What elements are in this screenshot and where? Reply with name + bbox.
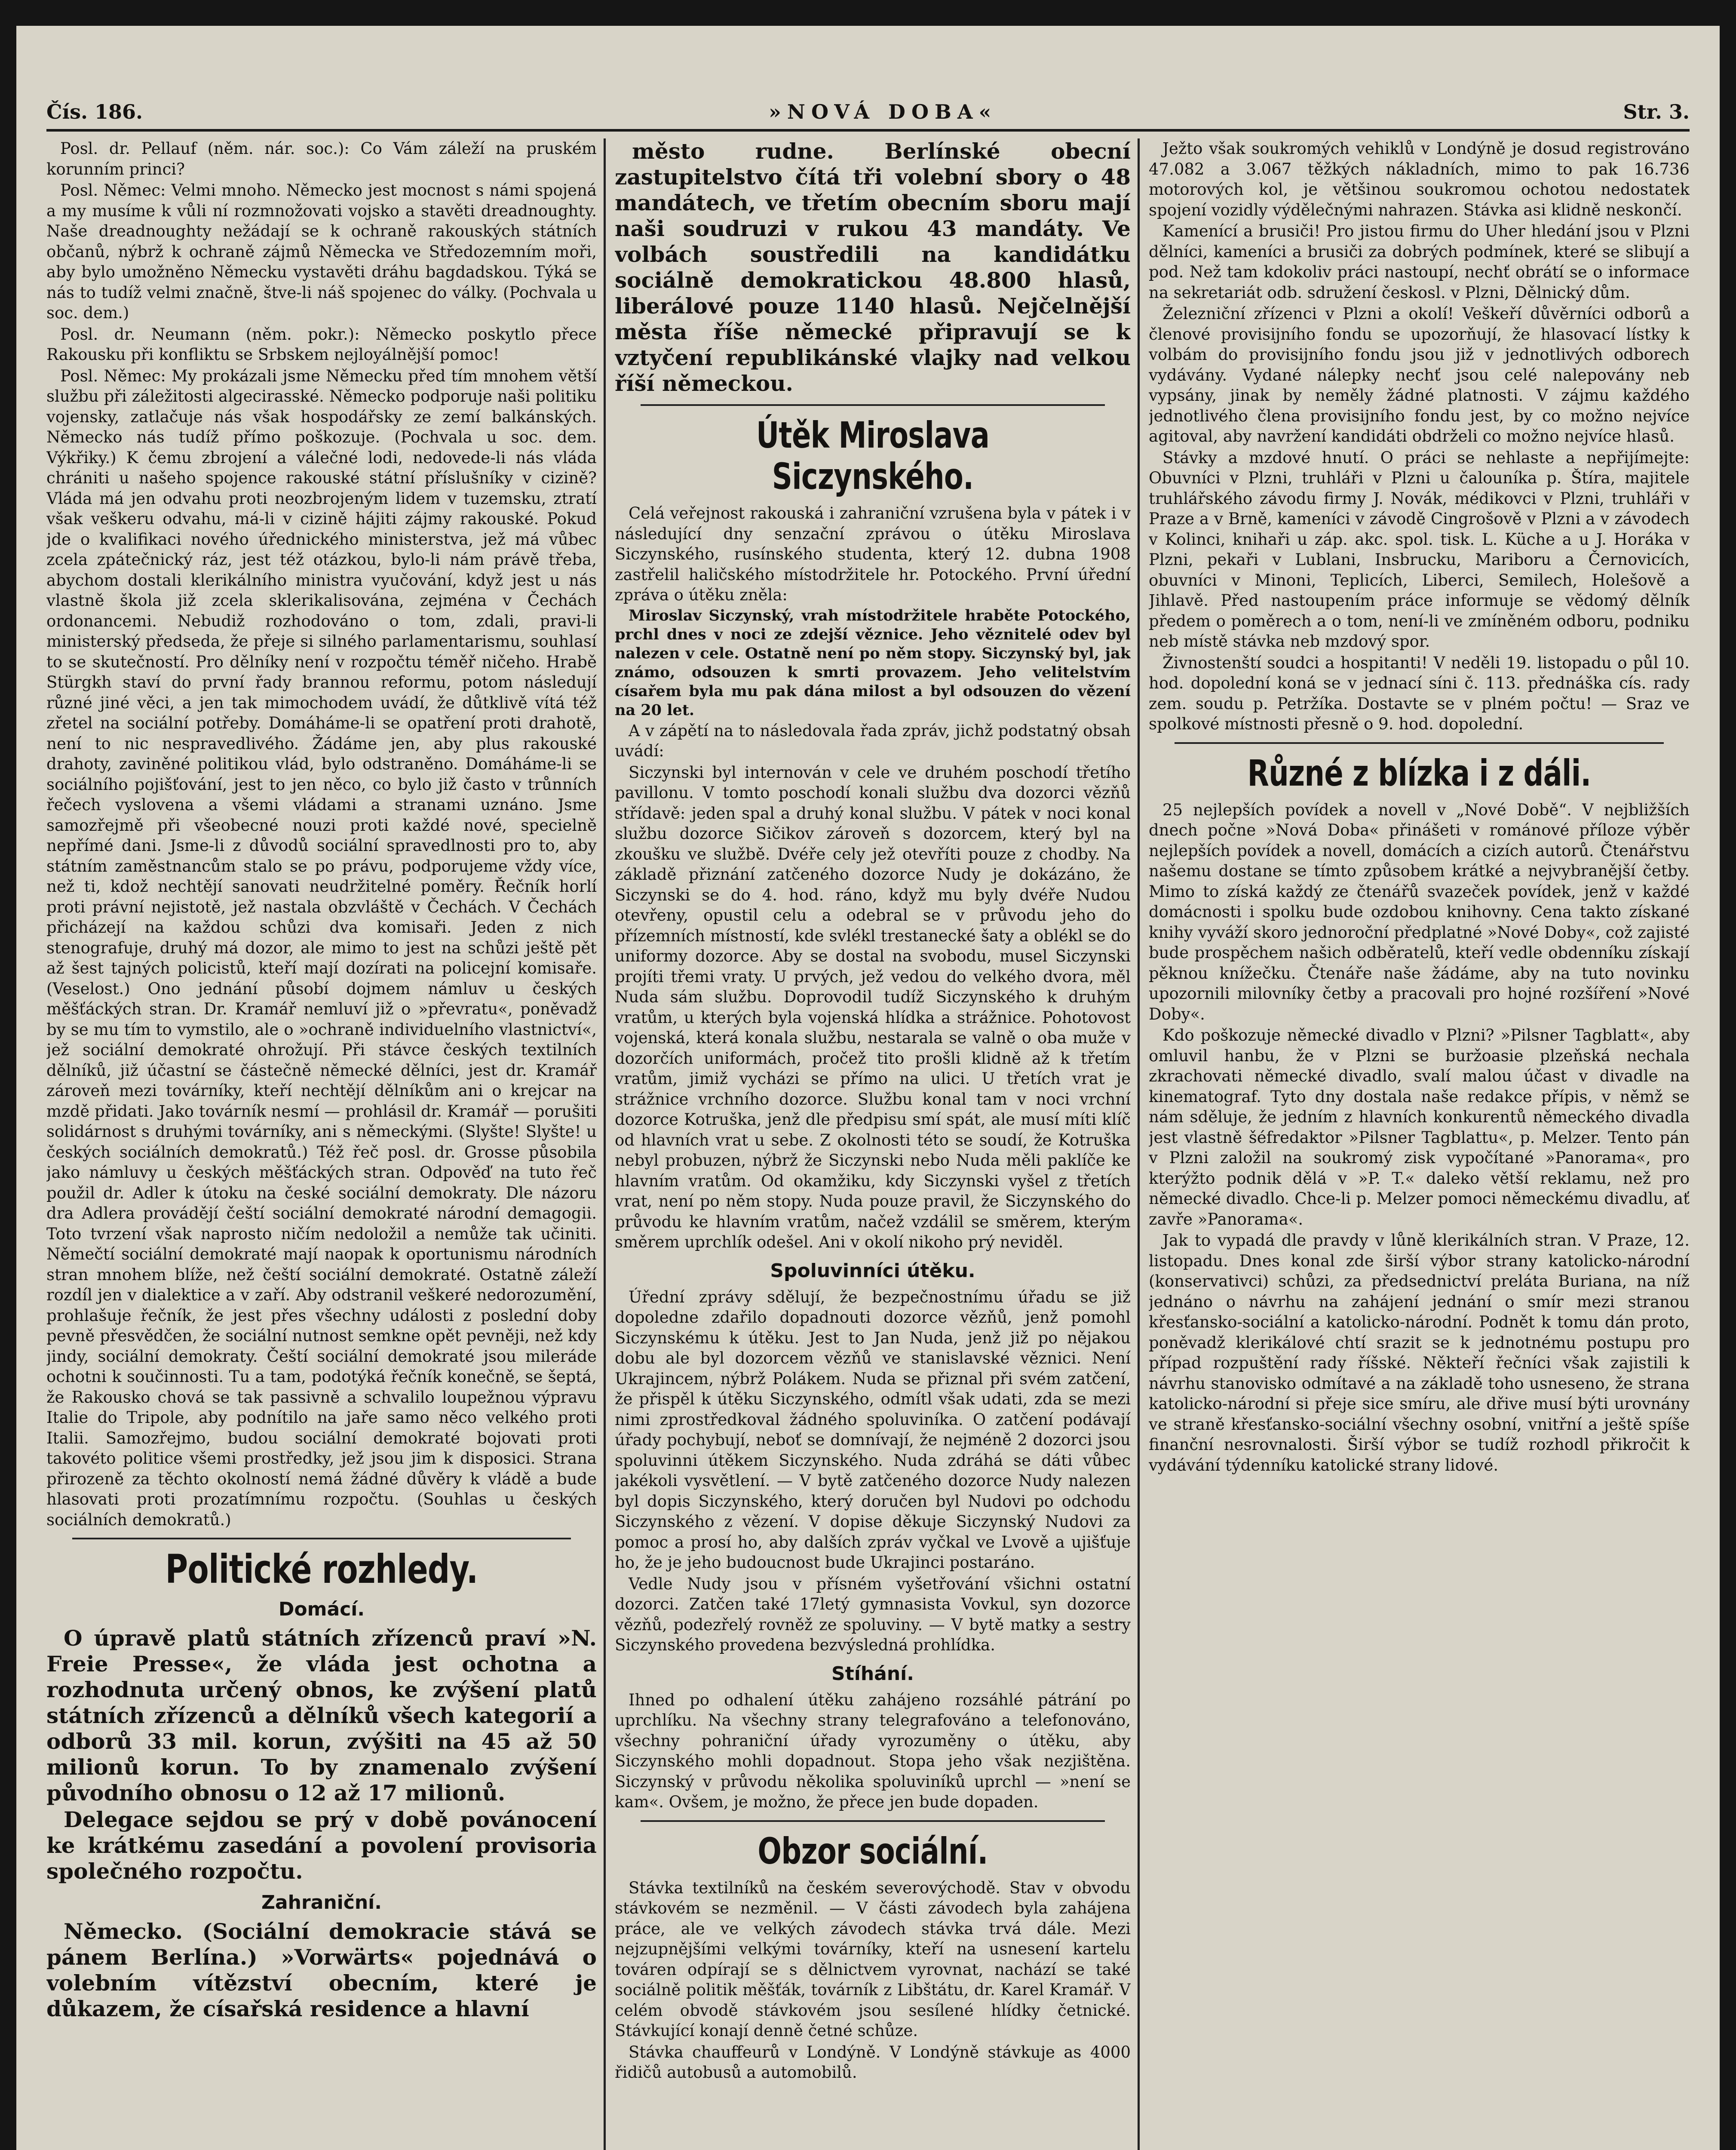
column-1 <box>46 138 597 2150</box>
zahranicni-text <box>46 1919 597 2022</box>
subheading-spoluvinnici: Spoluvinníci útěku. <box>770 1259 975 1282</box>
issue-number: Čís. 186. <box>46 100 143 123</box>
paragraph: Stávka chauffeurů v Londýně. V Londýně stávkuje as 4000 řidičů autobusů a automobilů. <box>615 2042 1131 2082</box>
page-header <box>46 95 1690 132</box>
paragraph: Kamenící a brusiči! Pro jistou firmu do Uher hledání jsou v Plzni dělníci, kameníci a brusiči za dobrých podmínek, které se slibují a pod. Než tam kdokoliv práci nastoupí, nechť obrátí se o informace na sekretariát odb. sdružení českosl. v Plzni, Dělnický dům. <box>1149 222 1690 302</box>
paragraph: Vedle Nudy jsou v přísném vyšetřování všichni ostatní dozorci. Zatčen také 17letý gymnasista Vovkul, syn dozorce vězňů, podezřelý rovněž ze spoluviny. — V bytě matky a sestry Siczynského provedena bezvýsledná prohlídka. <box>615 1574 1131 1654</box>
paragraph: Stávka textilníků na českém severovýchodě. Stav v obvodu stávkovém se nezměnil. — V části závodech byla zahájena práce, ale ve velkých závodech stávka trvá dále. Mezi nejzupnějšími velkými továrníky, kteří na usnesení kartelu továren odpírají se s dělnictvem vyrovnat, nachází se také sociálně politik měšťák, továrník z Libštátu, dr. Karel Kramář. V celém obvodě stávkovém jsou sesílené hlídky četnické. Stávkující konají denně četné schůze. <box>615 1878 1131 2040</box>
paragraph: Ihned po odhalení útěku zahájeno rozsáhlé pátrání po uprchlíku. Na všechny strany telegrafováno a telefonováno, všechny pohraniční úřady vyrozuměny o útěku, aby Siczynského mohli dopadnout. Stopa jeho však nezjištěna. Siczynský v průvodu několika spoluviníků uprchl — »není se kam«. Ovšem, je možno, že přece jen bude dopaden. <box>615 1690 1131 1811</box>
column-rule <box>604 138 606 2150</box>
newspaper-page <box>16 26 1720 2150</box>
article-title-siczynski: Útěk Miroslava Siczynského. <box>756 414 990 498</box>
masthead-title: »NOVÁ DOBA« <box>769 100 997 123</box>
paragraph: Ježto však soukromých vehiklů v Londýně je dosud registrováno 47.082 a 3.067 těžkých nákladních, mimo to pak 16.736 motorových kol, je většinou soukromou ochotou nedostatek spojení vozidly výdělečnými nahrazen. Stávka asi klidně neskončí. <box>1149 139 1690 219</box>
paragraph: Posl. Němec: Velmi mnoho. Německo jest mocnost s námi spojená a my musíme k vůli ní rozmnožovati vojsko a stavěti dreadnoughty. Naše dreadnoughty nežádají se k ochraně rakouských státních občanů, nýbrž k ochraně zájmů Německa ve Středozemním moři, aby bylo umožněno Německu vystavěti dráhu bagdadskou. Týká se nás to tudíž velmi značně, štve-li náš spojenec do války. (Pochvala u soc. dem.) <box>46 181 597 322</box>
paragraph: město rudne. Berlínské obecní zastupitelstvo čítá tři volební sbory o 48 mandátech, ve třetím obecním sboru mají naši soudruzi v rukou 43 mandáty. Ve volbách soustředili na kandidátku sociálně demokratickou 48.800 hlasů, liberálové pouze 1140 hlasů. Nejčelnější města říše německé připravují se k vztyčení republikánské vlajky nad velkou říší německou. <box>615 138 1131 396</box>
section-title-ruzne: Různé z blízka i z dáli. <box>1247 752 1591 794</box>
paragraph: Celá veřejnost rakouská i zahraniční vzrušena byla v pátek i v následující dny senzační zprávou o útěku Miroslava Siczynského, rusínského studenta, který 12. dubna 1908 zastřelil haličského místodržitele hr. Potockého. První úřední zpráva o útěku zněla: <box>615 504 1131 604</box>
columns <box>46 138 1690 2150</box>
divider <box>641 404 1105 406</box>
subheading-stihani: Stíhání. <box>831 1662 914 1685</box>
section-title-politicke-rozhledy: Politické rozhledy. <box>165 1546 478 1592</box>
berlin-text <box>615 138 1131 396</box>
subsection-zahranicni: Zahraniční. <box>261 1892 382 1914</box>
domaci-text <box>46 1625 597 1884</box>
paragraph: Německo. (Sociální demokracie stává se pánem Berlína.) »Vorwärts« pojednává o volebním vítězství obecním, které je důkazem, že císařská residence a hlavní <box>46 1919 597 2021</box>
divider <box>641 1820 1105 1822</box>
paragraph: 25 nejlepších povídek a novell v „Nové Době“. V nejbližších dnech počne »Nová Doba« přinášeti v románové příloze výběr nejlepších povídek a novell, domácích a cizích autorů. Čtenářstvu našemu dostane se tímto způsobem krátké a nejvybranější četby. Mimo to získá každý ze čtenářů svazeček povídek, jenž v každé domácnosti i spolku bude ozdobou knihovny. Cena takto získané knihy vyváží skoro jednoroční předplatné »Nové Doby«, což zajisté bude prospěchem našich odběratelů, kteří vedle obdenníku získají pěknou knížečku. Čtenáře naše žádáme, aby na tuto novinku upozornili milovníky četby a pracovali pro hojné rozšíření »Nové Doby«. <box>1149 800 1690 1023</box>
column-rule <box>1138 138 1140 2150</box>
divider <box>1175 742 1664 744</box>
paragraph: Jak to vypadá dle pravdy v lůně klerikálních stran. V Praze, 12. listopadu. Dnes konal zde širší výbor strany katolicko-národní (konservativci) schůzi, za předsednictví preláta Buriana, na níž jednáno o návrhu na zahájení jednání o smír mezi stranou křesťansko-sociální a katolicko-národní. Podnět k tomu dán proto, poněvadž klerikálové chtí srazit se k jednotnému postupu pro případ rozpuštění rady říšské. Někteří řečníci však zajistili k návrhu stanovisko odmítavé a na základě toho usneseno, že strana katolicko-národní si přeje sice smíru, ale dřive musí býti urovnány ve straně křesťansko-sociální všechny osobní, vnitřní a ještě spíše finanční nesrovnalosti. Širší výbor se tudíž rozhodl přikročit k vydávání týdenníku katolické strany lidové. <box>1149 1231 1690 1474</box>
paragraph: Živnostenští soudci a hospitanti! V neděli 19. listopadu o půl 10. hod. dopolední koná se v jednací síni č. 113. přednáška cís. rady zem. soudu p. Petržíka. Dostavte se v plném počtu! — Sraz ve spolkové místnosti přesně o 9. hod. dopolední. <box>1149 653 1690 733</box>
divider <box>72 1538 571 1539</box>
paragraph: Posl. Němec: My prokázali jsme Německu před tím mnohem větší službu při záležitosti algecirasské. Německo podporuje naši politiku vojensky, zatlačuje nás však hospodářsky ze zemí balkánských. Německo nás tudíž přímo poškozuje. (Pochvala u soc. dem. Výkřiky.) K čemu zbrojení a válečné lodi, nedovede-li nás vláda chrániti u našeho spojence rakouské státní příslušníky v cizině? Vláda má jen odvahu proti neozbrojeným lidem v tuzemsku, ztratí však veškeru odvahu, má-li v cizině hájiti zájmy rakouské. Pokud jde o kvalifikaci nového úřednického ministerstva, jež má vůbec zcela zpátečnický ráz, jest též otázkou, bylo-li nám právě třeba, abychom dostali klerikálního ministra vyučování, když jest u nás vlastně škola již zcela sklerikalisována, zejména v Čechách ordonancemi. Nebudiž rozhodováno o tom, zdali, pravi-li ministerský předseda, že přeje si silného parlamentarismu, souhlasí to se skutečností. Pro dělníky není v rozpočtu téměř ničeho. Hrabě Stürgkh staví do první řady brannou reformu, potom následují různé jiné věci, a jen tak mimochodem uvádí, že důtklivě vítá též zřetel na sociální potřeby. Domáháme-li se opatření proti drahotě, není to nic nespravedlivého. Žádáme jen, aby plus rakouské drahoty, zaviněné politikou vlád, bylo odstraněno. Domáháme-li se sociálního pojišťování, jest to jen něco, co bylo již často v trůnních řečech vyslovena a všemi vládami a stranami uznáno. Jsme samozřejmě při všeobecné nouzi proti každé nové, specielně nepřímé dani. Jsme-li z důvodů sociální spravedlnosti pro to, aby státním zaměstnancům stalo se po právu, podporujeme vždy více, než ti, kdož nechtějí sanovati neudržitelné poměry. Řečník horlí proti právní nejistotě, jež nastala obzvláště v Čechách. V Čechách přicházejí na každou schůzi dva komisaři. Jeden z nich stenografuje, druhý má dozor, ale mimo to jest na schůzi ještě pět až šest tajných policistů, kteří mají dozírati na policejní komisaře. (Veselost.) Ono jednání působí dojmem námluv u českých měšťáckých stran. Dr. Kramář nemluví již o »převratu«, poněvadž by se mu tím to vymstilo, ale o »ochraně individuelního vlastnictví«, jež sociální demokraté ohrožují. Při stávce českých textilních dělníků, již účastní se částečně německé dělníci, jest dr. Kramář zároveň mezi továrníky, kteří nechtějí dělníkům ani o krejcar na mzdě přidati. Jako továrník nesmí — prohlásil dr. Kramář — porušiti solidárnost s druhými továrníky, ani s německými. (Slyšte! Slyšte! u českých sociálních demokratů.) Též řeč posl. dr. Grosse působila jako námluvy u českých měšťáckých stran. Odpověď na tuto řeč použil dr. Adler k útoku na české sociální demokraty. Dle názoru dra Adlera provádějí čeští sociální demokraté národní demagogii. Toto tvrzení však naprosto ničím nedoložil a nemůže tak učiniti. Němečtí sociální demokraté mají naopak k oportunismu národních stran mnohem blíže, než čeští sociální demokraté. Ostatně záleží rozdíl jen v dialektice a v zaří. Aby odstranil veškeré nedorozumění, prohlašuje řečník, že jest přes všechny události z poslední doby pevně přesvědčen, že sociální nutnost semkne opět pevněji, než kdy jindy, sociální demokraty. Čeští sociální demokraté jsou mileráde ochotni k součinnosti. Tu a tam, podotýká řečník konečně, se šeptá, že Rakousko chová se tak passivně a schvalilo loupežnou výpravu Italie do Tripole, aby podnítilo na jaře samo něco velkého proti Italii. Samozřejmo, budou sociální demokraté bojovati proti takovéto politice všemi prostředky, jež jsou jim k disposici. Strana přirozeně za těchto okolností nemá žádné důvěry k vládě a bude hlasovati proti prozatímnímu rozpočtu. (Souhlas u českých sociálních demokratů.) <box>46 366 597 1529</box>
paragraph: O úpravě platů státních zřízenců praví »N. Freie Presse«, že vláda jest ochotna a rozhodnuta určený obnos, ke zvýšení platů státních zřízenců a dělníků všech kategorií a odborů 33 mil. korun, zvýšiti na 45 až 50 milionů korun. To by znamenalo zvýšení původního obnosu o 12 až 17 milionů. <box>46 1625 597 1806</box>
page-number: Str. 3. <box>1623 100 1690 123</box>
paragraph: Siczynski byl internován v cele ve druhém poschodí třetího pavillonu. V tomto poschodí konali službu dva dozorci vězňů střídavě: jeden spal a druhý konal službu. V pátek v noci konal službu dozorce Sičikov zároveň s dozorcem, který byl na zkoušku ve službě. Dvéře cely jež otevříti pouze z chodby. Na základě přiznání zatčeného dozorce Nudy je dokázáno, že Siczynski se do 4. hod. ráno, když mu byly dvéře Nudou otevřeny, opustil celu a odebral se v průvodu jeho do přízemních místností, kde svlékl trestanecké šaty a oblékl se do uniformy dozorce. Aby se dostal na svobodu, musel Siczynski projíti třemi vraty. U prvých, jež vedou do velkého dvora, měl Nuda sám službu. Doprovodil tudíž Siczynského k druhým vratům, u kterých byla vojenská hlídka a strážnice. Pohotovost vojenská, která konala službu, nestarala se valně o oba muže v dozorčích uniformách, pročež tito prošli klidně až k třetím vratům, jimiž vycházi se přímo na ulici. U třetích vrat je strážnice vrchního dozorce. Službu konal tam v noci vrchní dozorce Kotruška, jenž dle předpisu smí spát, ale musí míti klíč od hlavních vrat u sebe. Z okolnosti této se soudí, že Kotruška nebyl probuzen, nýbrž že Siczynski nebo Nuda měli paklíče ke hlavním vratům. Od okamžiku, kdy Siczynski vyšel z třetích vrat, není po něm stopy. Nuda pouze pravil, že Siczynského do průvodu ke hlavním vratům, načež vzdálil se směrem, kterým směrem uprchlík odešel. Ani v okolí nikoho prý neviděl. <box>615 763 1131 1251</box>
paragraph: Kdo poškozuje německé divadlo v Plzni? »Pilsner Tagblatt«, aby omluvil hanbu, že v Plzni se buržoasie plzeňská nechala zkrachovati německé divadlo, svalí malou účast v divadle na kinematograf. Tyto dny dostala naše redakce přípis, v němž se nám sděluje, že jedním z hlavních konkurentů německého divadla jest vlastně šéfredaktor »Pilsner Tagblattu«, p. Melzer. Tento pán v Plzni založil na soukromý zisk vypočítané »Panorama«, pro kterýžto podnik dělá v »P. T.« daleko větší reklamu, než pro německé divadlo. Chce-li p. Melzer pomoci německému divadlu, ať zavře »Panorama«. <box>1149 1026 1690 1229</box>
paragraph: A v zápětí na to následovala řada zpráv, jichž podstatný obsah uvádí: <box>615 721 1131 760</box>
paragraph: Stávky a mzdové hnutí. O práci se nehlaste a nepřijímejte: Obuvníci v Plzni, truhláři v Plzni u čalouníka p. Štíra, majitele truhlářského závodu firmy J. Novák, médikovci v Plzni, truhláři v Praze a v Brně, kameníci v závodě Cingrošově v Plzni a v závodech v Kolinci, knihaři u záp. akc. spol. tisk. L. Küche a u J. Horáka v Plzni, pekaři v Lublani, Insbrucku, Mariboru a Černovicích, obuvníci v Minoni, Teplicích, Liberci, Semilech, Holešově a Jihlavě. Před nastoupením práce informuje se vědomý dělník předem o poměrech a o tom, není-li ve zmíněném odboru, podniku neb místě stávka neb mzdový spor. <box>1149 448 1690 651</box>
paragraph: Posl. dr. Pellauf (něm. nár. soc.): Co Vám záleží na pruském korunním princi? <box>46 139 597 178</box>
paragraph: Delegace sejdou se prý v době povánocení ke krátkému zasedání a povolení provisoria společného rozpočtu. <box>46 1807 597 1884</box>
paragraph: Posl. dr. Neumann (něm. pokr.): Německo poskytlo přece Rakousku při konfliktu se Srbskem nejloyálnější pomoc! <box>46 325 597 364</box>
official-report-quote: Miroslav Siczynský, vrah místodržitele hraběte Potockého, prchl dnes v noci ze zdejší věznice. Jeho věznitelé odev byl nalezen v cele. Ostatně není po něm stopy. Siczynský byl, jak známo, odsouzen k smrti provazem. Jeho velitelstvím císařem byla mu pak dána milost a byl odsouzen do vězení na 20 let. <box>615 606 1131 719</box>
column-3 <box>1149 138 1690 2150</box>
column-2 <box>615 138 1131 2150</box>
subsection-domaci: Domácí. <box>278 1598 365 1620</box>
paragraph: Úřední zprávy sdělují, že bezpečnostnímu úřadu se již dopoledne zdařilo dopadnouti dozorce vězňů, jenž pomohl Siczynskému k útěku. Jest to Jan Nuda, jenž již po nějakou dobu ale byl dozorcem vězňů ve stanislavské věznici. Není Ukrajincem, nýbrž Polákem. Nuda se přiznal při svém zatčení, že přispěl k útěku Siczynského, odmítl však udati, zda se mezi nimi zprostředkoval žádného spoluviníka. O zatčení podávají úřady pochybují, neboť se domnívají, že nejméně 2 dozorci jsou spoluvinni útěkem Siczynského. Nuda zdráhá se dáti vůbec jakékoli vysvětlení. — V bytě zatčeného dozorce Nudy nalezen byl dopis Siczynského, který doručen byl Nudovi po odchodu Siczynského z vězení. V dopise děkuje Siczynský Nudovi za pomoc a prosí ho, aby dalších zpráv vyčkal ve Lvově a ujišťuje ho, že je jeho budoucnost bude Ukrajinci postaráno. <box>615 1287 1131 1572</box>
section-title-obzor-socialni: Obzor sociální. <box>758 1830 988 1872</box>
paragraph: Železniční zřízenci v Plzni a okolí! Veškeří důvěrníci odborů a členové provisijního fondu se upozorňují, že hlasovací lístky k volbám do provisijního fondu jsou již v jednotlivých odborech vydávány. Vydané nálepky nechť jsou celé nalepovány neb vypsány, jinak by neměly žádné platnosti. V zájmu každého jednotlivého člena provisijního fondu jest, by co možno nejvíce agitoval, aby navržení kandidáti obdrželi co možno nejvíce hlasů. <box>1149 304 1690 445</box>
